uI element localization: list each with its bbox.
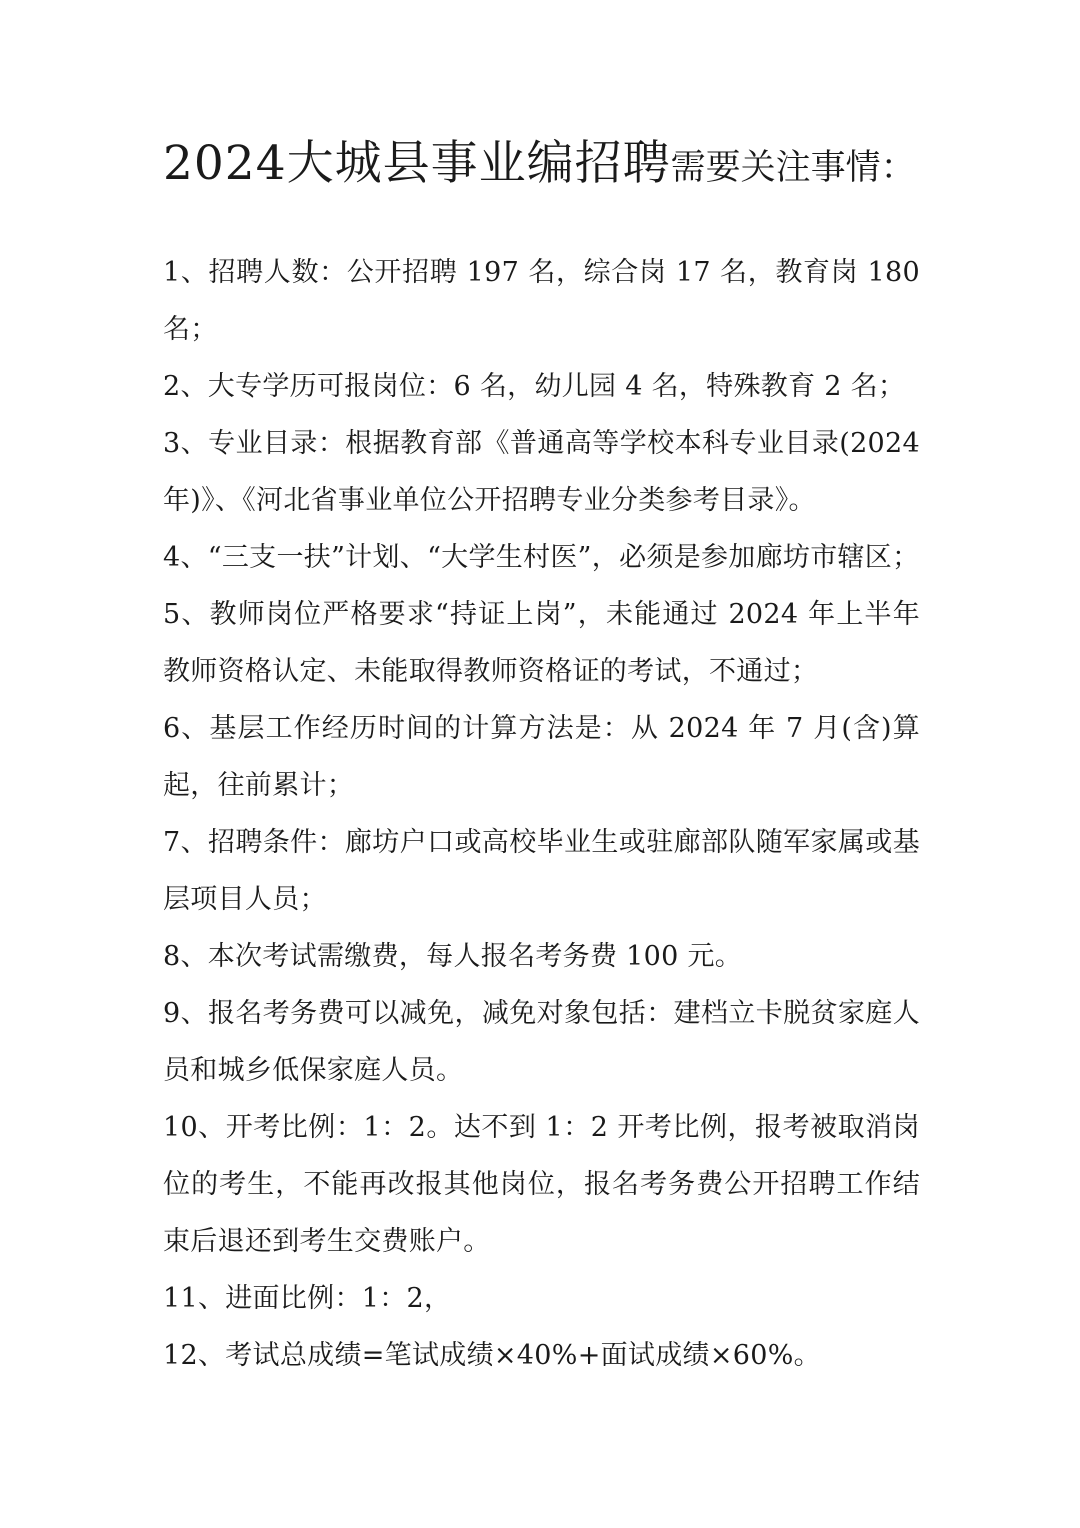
list-item: 2、大专学历可报岗位：6 名，幼儿园 4 名，特殊教育 2 名；: [163, 371, 906, 402]
list-item: 7、招聘条件：廊坊户口或高校毕业生或驻廊部队随军家属或基层项目人员；: [163, 827, 920, 915]
title-main: 2024大城县事业编招聘: [163, 136, 671, 191]
title-sub: 需要关注事情：: [670, 148, 916, 188]
list-item: 10、开考比例：1：2。达不到 1：2 开考比例，报考被取消岗位的考生，不能再改报其他岗位，报名考务费公开招聘工作结束后退还到考生交费账户。: [163, 1112, 920, 1257]
notice-list: [163, 244, 920, 1384]
list-item: 12、考试总成绩=笔试成绩×40%+面试成绩×60%。: [163, 1340, 821, 1371]
list-item: 4、“三支一扶”计划、“大学生村医”，必须是参加廊坊市辖区；: [163, 542, 920, 573]
list-item: 5、教师岗位严格要求“持证上岗”，未能通过 2024 年上半年教师资格认定、未能取得教师资格证的考试，不通过；: [163, 599, 920, 687]
list-item: 3、专业目录：根据教育部《普通高等学校本科专业目录(2024年)》、《河北省事业单位公开招聘专业分类参考目录》。: [163, 428, 920, 516]
list-item: 1、招聘人数：公开招聘 197 名，综合岗 17 名，教育岗 180 名；: [163, 257, 920, 345]
list-item: 8、本次考试需缴费，每人报名考务费 100 元。: [163, 941, 743, 972]
list-item: 9、报名考务费可以减免，减免对象包括：建档立卡脱贫家庭人员和城乡低保家庭人员。: [163, 998, 920, 1086]
page-title: [163, 136, 943, 191]
list-item: 11、进面比例：1：2，: [163, 1283, 452, 1314]
list-item: 6、基层工作经历时间的计算方法是：从 2024 年 7 月(含)算起，往前累计；: [163, 713, 920, 801]
